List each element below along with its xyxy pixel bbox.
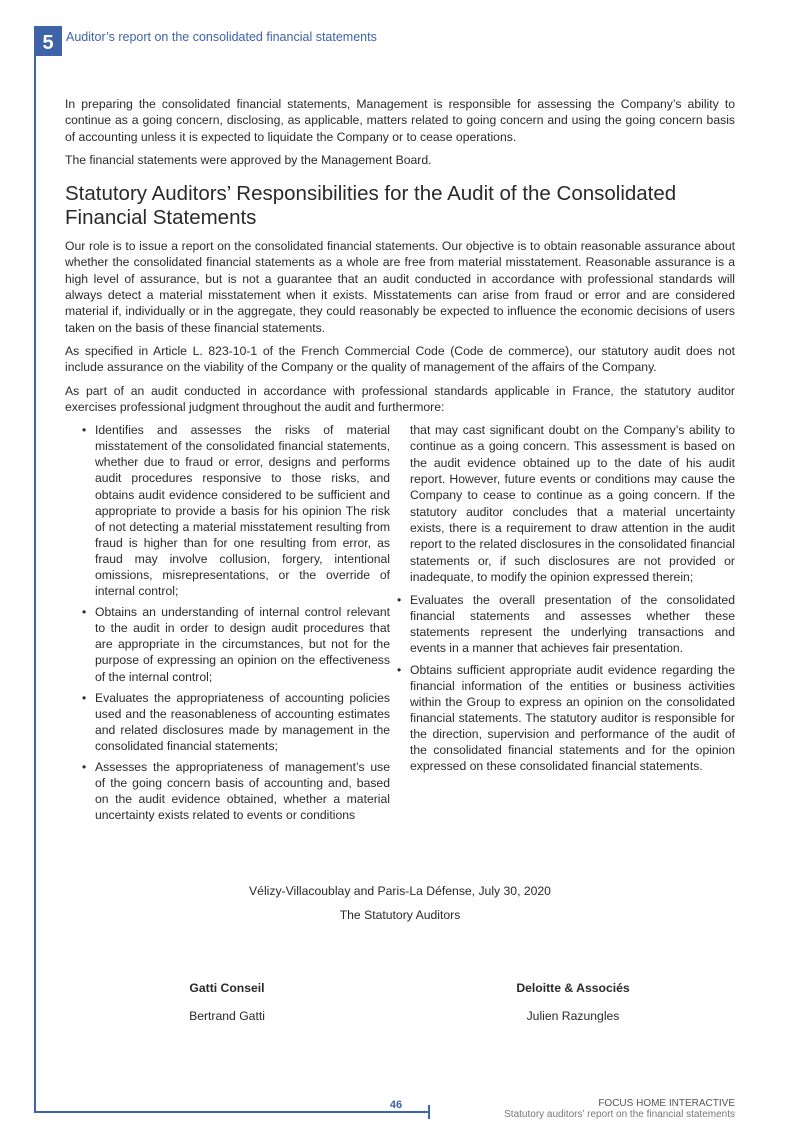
firm-name-2: Deloitte & Associés: [516, 981, 630, 995]
bullet-list-right: [380, 592, 735, 774]
bullet-columns: [65, 422, 735, 828]
intro-paragraph-2: The financial statements were approved by the Management Board.: [65, 152, 432, 167]
frame-line-vertical: [34, 56, 36, 1113]
list-item-text: Obtains an understanding of internal control relevant to the audit in order to design audit procedures that are appropriate in the circumstances, but not for the purpose of expressing an opinion on the effectiveness of the internal control;: [95, 605, 390, 684]
footer-company: FOCUS HOME INTERACTIVE: [598, 1098, 735, 1109]
list-item-text: Obtains sufficient appropriate audit evidence regarding the financial information of the entities or business activities within the Group to express an opinion on the consolidated financial statements. The statutory auditor is responsible for the direction, supervision and performance of the audit of the consolidated financial statements and for the opinion expressed on these consolidated financial statements.: [410, 662, 735, 774]
firm-name-1: Gatti Conseil: [189, 981, 265, 995]
list-item: [380, 662, 735, 775]
signatory-name-2: Julien Razungles: [526, 1009, 620, 1023]
left-column: [65, 422, 390, 828]
list-item: [65, 604, 390, 684]
list-item-text: Identifies and assesses the risks of material misstatement of the consolidated financial statements, whether due to fraud or error, designs and performs audit procedures responsive to those risks, and obtains audit evidence considered to be sufficient and appropriate to provide a basis for his opinion The risk of not detecting a material misstatement resulting from fraud is higher than for one resulting from error, as fraud may involve collusion, forgery, intentional omissions, misrepresentations, or the override of internal control;: [95, 423, 390, 599]
bullet-list-left: [65, 422, 390, 823]
bullet-icon: •: [397, 662, 402, 677]
signatory-block-1: [77, 981, 377, 1023]
signature-role: The Statutory Auditors: [339, 908, 461, 922]
main-content: [65, 96, 735, 828]
section-paragraph-3: As part of an audit conducted in accordance with professional standards applicable in France, the statutory auditor exercises professional judgment throughout the audit and furthermore:: [65, 383, 735, 414]
list-item-text: Assesses the appropriateness of management’s use of the going concern basis of accounting and, based on the audit evidence obtained, whether a material uncertainty exists related to events or conditions: [95, 760, 390, 823]
bullet-icon: •: [82, 605, 87, 620]
bullet-continuation-text: that may cast significant doubt on the Company’s ability to continue as a going concern. This assessment is based on the audit evidence obtained up to the date of his audit report. However, future events or conditions may cause the Company to cease to continue as a going concern. If the statutory auditor concludes that a material uncertainty exists, there is a requirement to draw attention in the audit report to the related disclosures in the consolidated financial statements or, if such disclosures are not provided or inadequate, to modify the opinion expressed therein;: [410, 423, 735, 584]
bullet-icon: •: [82, 423, 87, 438]
list-item-text: Evaluates the appropriateness of accounting policies used and the reasonableness of accounting estimates and related disclosures made by management in the consolidated financial statements;: [95, 690, 390, 753]
section-heading: Statutory Auditors’ Responsibilities for the Audit of the Consolidated Financial Statements: [65, 182, 677, 230]
signature-place-date: Vélizy-Villacoublay and Paris-La Défense, July 30, 2020: [249, 884, 551, 898]
list-item: [65, 759, 390, 823]
footer-subtitle: Statutory auditors’ report on the financial statements: [504, 1109, 735, 1120]
list-item: [65, 422, 390, 599]
section-paragraph-1: Our role is to issue a report on the consolidated financial statements. Our objective is to obtain reasonable assurance about whether the consolidated financial statements as a whole are free from material misstatement. Reasonable assurance is a high level of assurance, but is not a guarantee that an audit conducted in accordance with professional standards will always detect a material misstatement when it exists. Misstatements can arise from fraud or error and are considered material if, individually or in the aggregate, they could reasonably be expected to influence the economic decisions of users taken on the basis of these financial statements.: [65, 239, 735, 335]
frame-line-tick: [428, 1105, 430, 1119]
bullet-icon: •: [397, 593, 402, 608]
page-number: 46: [389, 1099, 403, 1111]
chapter-number: 5: [34, 26, 62, 56]
intro-paragraph-1: In preparing the consolidated financial statements, Management is responsible for assessing the Company’s ability to continue as a going concern, disclosing, as applicable, matters related to going concern and using the going concern basis of accounting unless it is expected to liquidate the Company or to cease operations.: [65, 97, 735, 144]
frame-line-horizontal: [34, 1111, 430, 1113]
list-item: [380, 592, 735, 656]
signatory-block-2: [423, 981, 723, 1023]
list-item: [65, 690, 390, 754]
right-column: [397, 422, 735, 828]
running-header: Auditor’s report on the consolidated financial statements: [66, 30, 377, 44]
signatory-name-1: Bertrand Gatti: [189, 1009, 265, 1023]
section-paragraph-2: As specified in Article L. 823-10-1 of the French Commercial Code (Code de commerce), our statutory audit does not include assurance on the viability of the Company or the quality of management of the affairs of the Company.: [65, 343, 735, 375]
bullet-icon: •: [82, 760, 87, 775]
list-item-text: Evaluates the overall presentation of the consolidated financial statements and assesses whether these statements represent the underlying transactions and events in a manner that achieves fair presentation.: [410, 593, 735, 656]
bullet-icon: •: [82, 690, 87, 705]
